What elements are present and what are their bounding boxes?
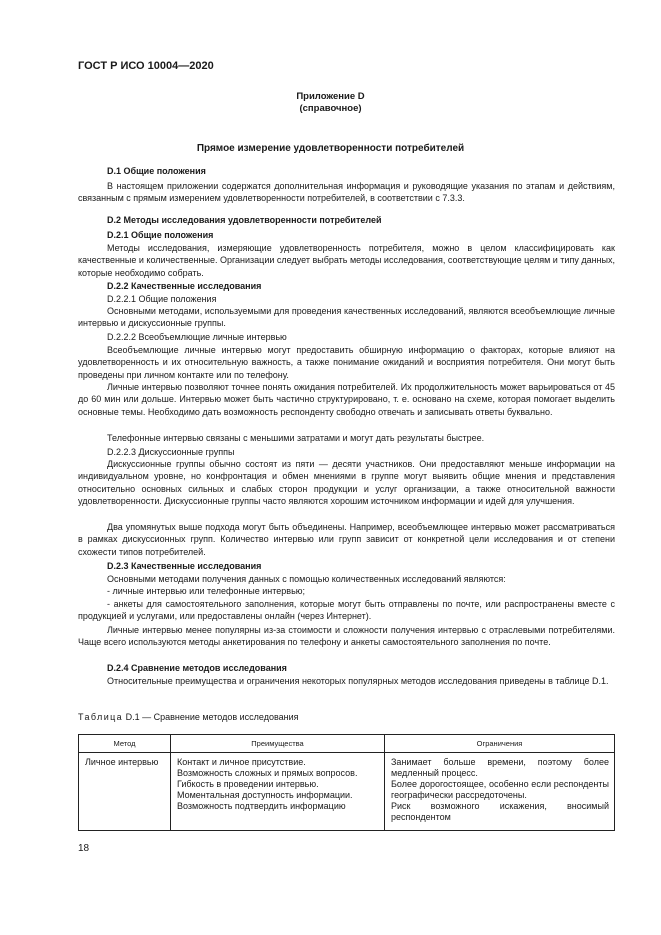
section-d221-paragraph: Основными методами, используемыми для проведения качественных исследований, являются всеобъемлющие личные интервью и дискуссионные группы. [78,306,615,329]
section-d24-heading: D.2.4 Сравнение методов исследования [107,663,287,673]
section-d222-paragraph-2: Личные интервью позволяют точнее понять ожидания потребителей. Их продолжительность может варьироваться от 45 до 60 мин или дольше. Интервью может быть частично структурировано, т. е. основано на схеме, которая помогает выделить основные темы. Необходимо дать возможность респонденту свободно отвечать и записывать ответы буквально. [78,382,615,417]
section-d1-paragraph: В настоящем приложении содержатся дополнительная информация и руководящие указания по этапам и действиям, связанным с прямым измерением удовлетворенности потребителей, в соответствии с 7.3.3. [78,181,615,204]
header-limitations: Ограничения [385,735,615,753]
cell-advantages [171,753,385,831]
annex-subtitle: (справочное) [299,103,362,114]
annex-title: Приложение D [296,91,365,102]
section-d1-heading: D.1 Общие положения [107,166,206,176]
method-name: Личное интервью [85,757,159,767]
page-number: 18 [78,843,90,854]
section-d23-paragraph-2: Личные интервью менее популярны из-за стоимости и сложности получения интервью с отраслевыми потребителями. Чаще всего используются методы анкетирования по телефону и анкеты самостоятельного заполнения по почте. [78,625,615,648]
header-method: Метод [79,735,171,753]
limitation-item: Занимает больше времени, поэтому более медленный процесс. [391,757,609,778]
section-d23-list-item-1: - личные интервью или телефонные интервью; [107,586,306,596]
table-caption-prefix: Таблица [78,712,124,722]
section-d21-paragraph: Методы исследования, измеряющие удовлетворенность потребителя, можно в целом классифицировать как качественные и количественные. Организации следует выбрать методы исследования, соответствующие целям и типу данных, которые необходимо собрать. [78,243,615,278]
limitation-item: Риск возможного искажения, вносимый респондентом [391,801,609,822]
advantage-item: Моментальная доступность информации. [177,790,353,800]
section-d222-heading: D.2.2.2 Всеобъемлющие личные интервью [107,332,287,342]
section-d23-list-item-2: - анкеты для самостоятельного заполнения, которые могут быть отправлены по почте, или распространены вместе с продукцией и услугами, или предоставлены онлайн (через Интернет). [78,599,615,622]
section-d23-paragraph-1: Основными методами получения данных с помощью количественных исследований являются: [107,574,506,584]
section-d21-heading: D.2.1 Общие положения [107,230,214,240]
advantage-item: Контакт и личное присутствие. [177,757,306,767]
table-caption-text: D.1 — Сравнение методов исследования [123,712,299,722]
table-caption [78,712,299,722]
section-d223-paragraph-1: Дискуссионные группы обычно состоят из пяти — десяти участников. Они предоставляют меньше информации на индивидуальном уровне, но конфронтация и обмен мнениями в группе могут выявить общие мнения и представления относительно основных сильных и слабых сторон продукции и услуг организации, а также относительной важности удовлетворенности. Дискуссионные группы часто являются хорошим источником информации и идей для улучшения. [78,459,615,507]
section-d222-paragraph-3: Телефонные интервью связаны с меньшими затратами и могут дать результаты быстрее. [107,433,485,443]
section-d23-heading: D.2.3 Качественные исследования [107,561,262,571]
advantage-item: Возможность подтвердить информацию [177,801,346,811]
advantage-item: Гибкость в проведении интервью. [177,779,319,789]
standard-code: ГОСТ Р ИСО 10004—2020 [78,60,214,72]
section-d223-paragraph-2: Два упомянутых выше подхода могут быть объединены. Например, всеобъемлющее интервью может рассматриваться в рамках дискуссионных групп. Количество интервью или групп зависит от конкретной цели исследования и от степени схожести типов потребителей. [78,522,615,557]
section-d221-heading: D.2.2.1 Общие положения [107,294,217,304]
section-d223-heading: D.2.2.3 Дискуссионные группы [107,447,235,457]
comparison-table [78,734,615,831]
section-d24-paragraph: Относительные преимущества и ограничения некоторых популярных методов исследования приведены в таблице D.1. [107,676,609,686]
cell-method [79,753,171,831]
table-row [79,753,615,831]
cell-limitations [385,753,615,831]
table-header-row [79,735,615,753]
section-d2-heading: D.2 Методы исследования удовлетворенности потребителей [107,215,382,225]
document-title: Прямое измерение удовлетворенности потребителей [196,143,465,154]
advantage-item: Возможность сложных и прямых вопросов. [177,768,358,778]
section-d22-heading: D.2.2 Качественные исследования [107,281,262,291]
section-d222-paragraph-1: Всеобъемлющие личные интервью могут предоставить обширную информацию о факторах, которые влияют на удовлетворенность и их относительную важность, а также понимание ожиданий и восприятия потребителя. Они могут быть проведены при личном контакте или по телефону. [78,345,615,380]
header-advantages: Преимущества [171,735,385,753]
limitation-item: Более дорогостоящее, особенно если респонденты географически рассредоточены. [391,779,609,800]
